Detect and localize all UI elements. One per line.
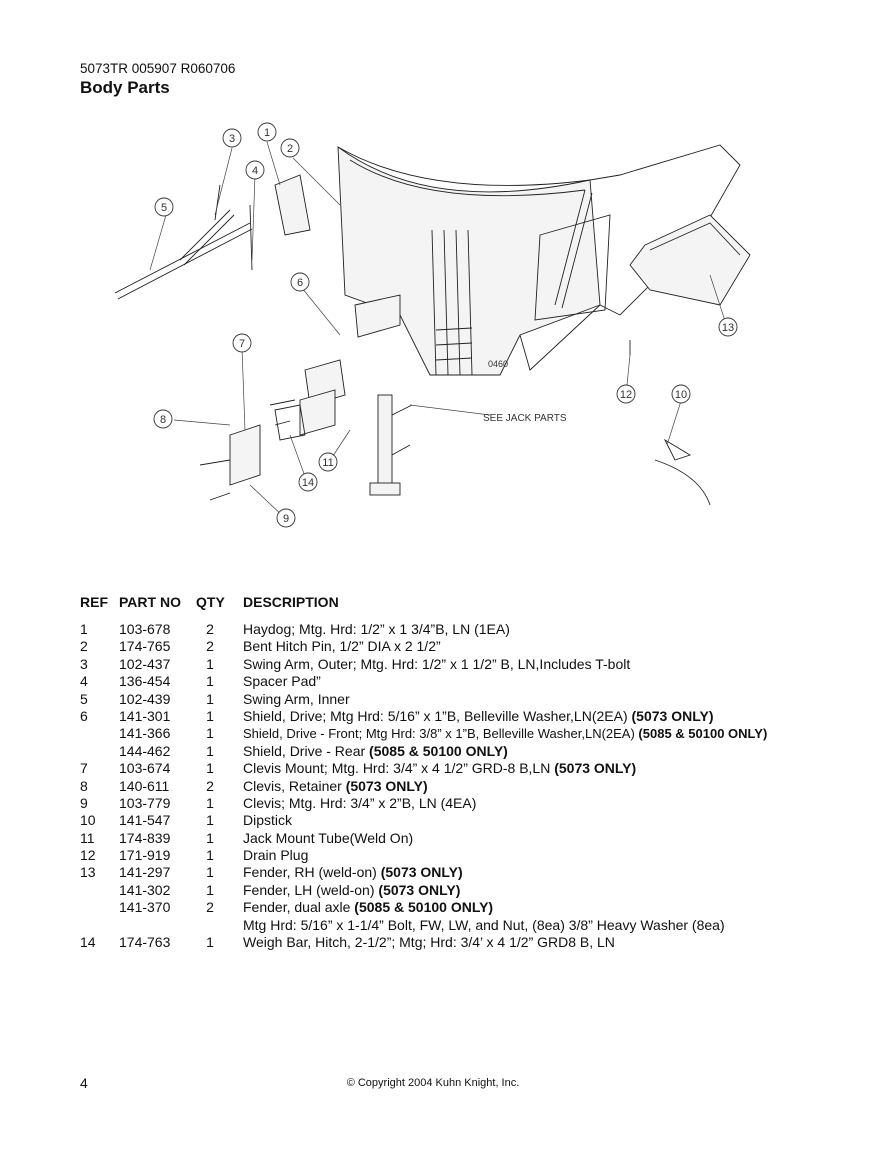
row-qty: 1 (206, 725, 214, 742)
callout-5 (155, 198, 173, 216)
row-model-note: (5085 & 50100 ONLY) (638, 726, 768, 742)
row-description-text: Clevis; Mtg. Hrd: 3/4” x 2”B, LN (4EA) (243, 794, 477, 811)
row-part-no: 171-919 (119, 847, 171, 864)
row-part-no: 144-462 (119, 742, 171, 759)
row-qty: 1 (206, 760, 214, 777)
row-description-text: Spacer Pad” (243, 673, 321, 690)
row-ref: 4 (80, 673, 88, 690)
row-part-no: 102-437 (119, 655, 171, 672)
row-qty: 1 (206, 829, 214, 846)
row-description (243, 673, 321, 689)
hitch-assembly (200, 295, 400, 500)
row-part-no: 103-678 (119, 621, 171, 637)
svg-text:8: 8 (159, 414, 167, 426)
part-tag-label: 0460 (488, 359, 509, 369)
svg-text:3: 3 (228, 133, 236, 145)
row-part-no: 136-454 (119, 673, 171, 690)
callout-2 (281, 139, 299, 157)
row-qty: 2 (206, 638, 214, 655)
row-description (243, 847, 308, 863)
row-description-text: Fender, dual axle (243, 899, 355, 916)
callout-4 (246, 161, 264, 179)
header-part-no: PART NO (119, 594, 181, 610)
callout-12 (617, 385, 635, 403)
row-description (243, 621, 510, 637)
svg-text:6: 6 (296, 277, 304, 289)
callout-1 (258, 123, 276, 141)
row-description (243, 812, 292, 828)
row-qty: 1 (206, 934, 214, 951)
row-part-no: 103-674 (119, 760, 171, 777)
header-ref: REF (80, 594, 108, 610)
svg-text:4: 4 (251, 165, 259, 177)
row-ref: 11 (80, 829, 95, 846)
callout-14 (299, 473, 317, 491)
row-description-text: Weigh Bar, Hitch, 2-1/2”; Mtg; Hrd: 3/4’ x 4 1/2” GRD8 B, LN (243, 934, 615, 951)
row-qty: 1 (206, 742, 214, 759)
svg-text:11: 11 (322, 457, 334, 469)
see-jack-parts-label: SEE JACK PARTS (483, 413, 567, 424)
row-description (243, 795, 476, 811)
row-model-note: (5073 ONLY) (554, 760, 637, 777)
row-description-text: Drain Plug (243, 847, 309, 864)
row-qty: 1 (206, 794, 214, 811)
svg-text:1: 1 (263, 127, 271, 139)
row-description (243, 725, 767, 741)
row-description-text: Shield, Drive; Mtg Hrd: 5/16” x 1”B, Belleville Washer,LN(2EA) (243, 707, 632, 724)
row-qty: 1 (206, 707, 214, 724)
row-ref: 8 (80, 777, 88, 794)
callout-6 (291, 273, 309, 291)
row-model-note: (5073 ONLY) (378, 881, 461, 898)
row-description-text: Fender, LH (weld-on) (243, 881, 379, 898)
callout-3 (223, 129, 241, 147)
row-description (243, 656, 630, 672)
row-part-no: 141-301 (119, 707, 171, 724)
row-qty: 2 (206, 899, 214, 916)
row-qty: 1 (206, 847, 214, 864)
row-qty: 1 (206, 655, 214, 672)
row-description-text: Shield, Drive - Front; Mtg Hrd: 3/8” x 1”B, Belleville Washer,LN(2EA) (243, 726, 639, 742)
diagram-svg (100, 105, 800, 565)
svg-text:14: 14 (301, 477, 315, 489)
row-description (243, 778, 428, 794)
row-description (243, 691, 350, 707)
row-description (243, 882, 460, 898)
callout-7 (233, 334, 251, 352)
row-description-text: Haydog; Mtg. Hrd: 1/2” x 1 3/4”B, LN (1EA) (243, 621, 510, 637)
row-part-no: 141-366 (119, 725, 171, 742)
row-description (243, 638, 441, 654)
row-description (243, 743, 508, 759)
fender-part (630, 215, 750, 305)
row-description (243, 934, 615, 950)
row-part-no: 141-547 (119, 812, 171, 829)
row-description-text: Shield, Drive - Rear (243, 742, 370, 759)
svg-text:10: 10 (674, 389, 688, 401)
page-title: Body Parts (80, 78, 170, 97)
page-number: 4 (80, 1075, 88, 1091)
row-description (243, 830, 413, 846)
row-part-no: 174-763 (119, 934, 171, 951)
row-description-text: Fender, RH (weld-on) (243, 864, 381, 881)
document-code: 5073TR 005907 R060706 (80, 61, 236, 76)
header-qty: QTY (196, 594, 225, 610)
row-qty: 1 (206, 881, 214, 898)
row-part-no: 141-302 (119, 881, 171, 898)
row-description (243, 760, 636, 776)
row-description-text: Clevis Mount; Mtg. Hrd: 3/4” x 4 1/2” GRD-8 B,LN (243, 760, 555, 777)
row-qty: 1 (206, 864, 214, 881)
row-ref: 12 (80, 847, 96, 864)
row-part-no: 174-839 (119, 829, 171, 846)
row-description-text: Jack Mount Tube(Weld On) (243, 829, 414, 846)
row-qty: 1 (206, 673, 214, 690)
row-part-no: 141-297 (119, 864, 171, 881)
row-description-text: Swing Arm, Outer; Mtg. Hrd: 1/2” x 1 1/2” B, LN,Includes T-bolt (243, 655, 631, 672)
row-ref: 1 (80, 621, 88, 637)
callout-10 (672, 385, 690, 403)
row-description-text: Clevis, Retainer (243, 777, 346, 794)
row-ref: 5 (80, 690, 88, 707)
row-description (243, 917, 725, 933)
jack (370, 395, 567, 495)
row-description-text: Bent Hitch Pin, 1/2” DIA x 2 1/2” (243, 638, 441, 655)
svg-text:7: 7 (238, 338, 246, 350)
callout-11 (319, 453, 337, 471)
swing-arm (115, 185, 252, 299)
callout-9 (277, 509, 295, 527)
callout-13 (719, 318, 737, 336)
row-description (243, 864, 463, 880)
row-description (243, 899, 493, 915)
header-description: DESCRIPTION (243, 594, 339, 610)
row-qty: 1 (206, 690, 214, 707)
row-ref: 10 (80, 812, 96, 829)
svg-text:13: 13 (721, 322, 735, 334)
row-part-no: 103-779 (119, 794, 171, 811)
callout-8 (154, 410, 172, 428)
row-ref: 13 (80, 864, 96, 881)
row-ref: 3 (80, 655, 88, 672)
row-description-text: Mtg Hrd: 5/16” x 1-1/4” Bolt, FW, LW, and Nut, (8ea) 3/8” Heavy Washer (8ea) (243, 916, 725, 933)
svg-text:12: 12 (619, 389, 633, 401)
row-model-note: (5073 ONLY) (380, 864, 463, 881)
row-part-no: 102-439 (119, 690, 171, 707)
dipstick (655, 440, 710, 505)
row-ref: 2 (80, 638, 88, 655)
row-model-note: (5073 ONLY) (631, 707, 714, 724)
row-ref: 9 (80, 794, 88, 811)
row-qty: 2 (206, 777, 214, 794)
exploded-parts-diagram (100, 105, 800, 565)
haydog (275, 175, 310, 235)
row-part-no: 174-765 (119, 638, 171, 655)
row-ref: 14 (80, 934, 96, 951)
svg-text:9: 9 (282, 513, 290, 525)
row-description (243, 708, 713, 724)
row-qty: 1 (206, 812, 214, 829)
row-model-note: (5073 ONLY) (345, 777, 428, 794)
row-part-no: 141-370 (119, 899, 171, 916)
row-ref: 6 (80, 707, 88, 724)
row-ref: 7 (80, 760, 88, 777)
svg-text:5: 5 (160, 202, 168, 214)
row-description-text: Dipstick (243, 812, 293, 829)
svg-text:2: 2 (286, 143, 294, 155)
copyright: © Copyright 2004 Kuhn Knight, Inc. (346, 1077, 520, 1089)
row-part-no: 140-611 (119, 777, 170, 794)
row-qty: 2 (206, 621, 214, 637)
row-model-note: (5085 & 50100 ONLY) (369, 742, 508, 759)
row-description-text: Swing Arm, Inner (243, 690, 350, 707)
row-model-note: (5085 & 50100 ONLY) (354, 899, 494, 916)
